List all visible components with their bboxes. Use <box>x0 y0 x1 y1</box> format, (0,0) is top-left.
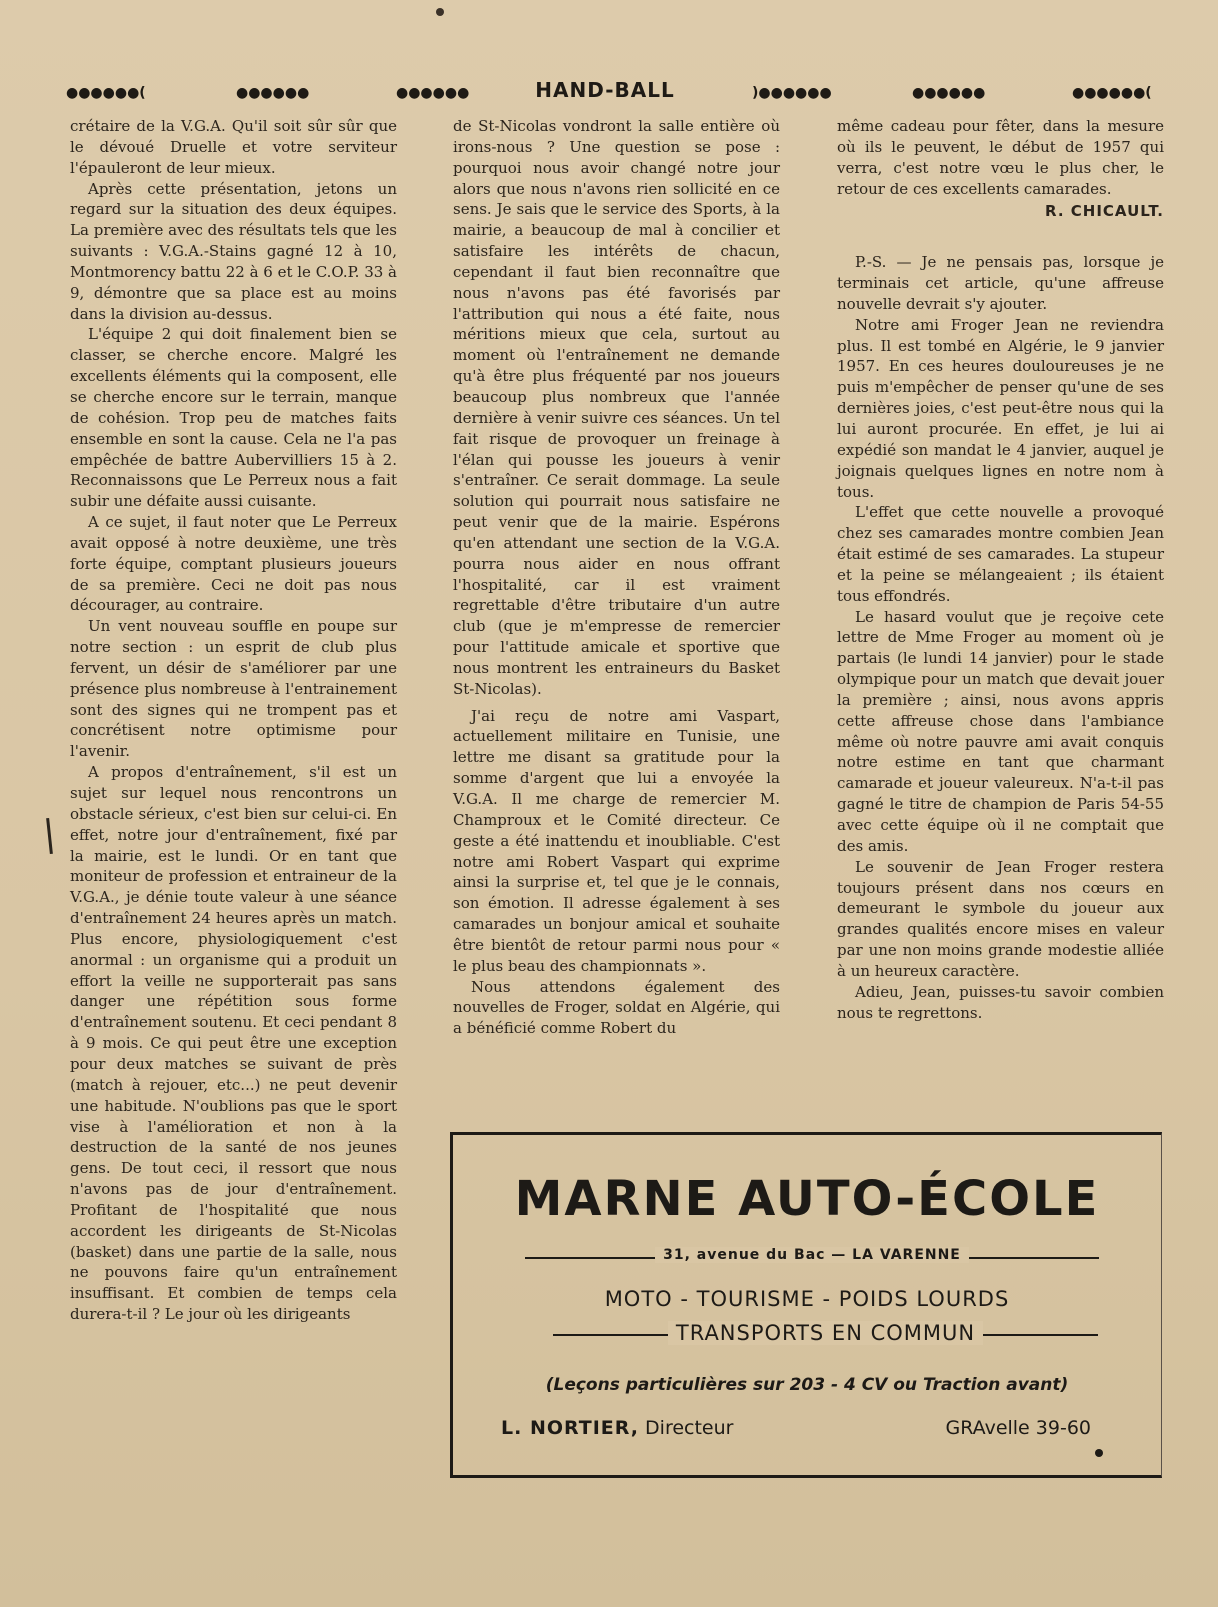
article-column-3 <box>837 116 1164 1023</box>
ad-director <box>501 1417 733 1439</box>
paragraph: A propos d'entraînement, s'il est un sujet sur lequel nous rencontrons un obstacle sérieux, c'est bien sur celui-ci. En effet, notre jour d'entraînement, fixé par la mairie, est le lundi. Or en tant que moniteur de profession et entraineur de la V.G.A., je dénie toute valeur à une séance d'entraînement 24 heures après un match. Plus encore, physiologiquement c'est anormal : un organisme qui a produit un effort la veille ne supporterait pas sans danger une répétition sous forme d'entraînement soutenu. Et ceci pendant 8 à 9 mois. Ce qui peut être une exception pour deux matches se suivant de près (match à rejouer, etc...) ne peut devenir une habitude. N'oublions pas que le sport vise à l'amélioration et non à la destruction de la santé de nos jeunes gens. De tout ceci, il ressort que nous n'avons pas de jour d'entraînement. Profitant de l'hospitalité que nous accordent les dirigeants de St-Nicolas (basket) dans une partie de la salle, nous ne pouvons faire qu'un entraînement insuffisant. Et combien de temps cela durera-t-il ? Le jour où les dirigeants <box>70 763 397 1324</box>
ad-transport: TRANSPORTS EN COMMUN <box>668 1321 983 1345</box>
paragraph: Nous attendons également des nouvelles de Froger, soldat en Algérie, qui a bénéficié comme Robert du <box>453 977 780 1038</box>
paragraph: Un vent nouveau souffle en poupe sur notre section : un esprit de club plus fervent, un désir de s'améliorer par une présence plus nombreuse à l'entrainement sont des signes qui ne trompent pas et concrétisent notre optimisme pour l'avenir. <box>70 617 397 761</box>
ad-director-title: Directeur <box>645 1417 734 1439</box>
ad-services: MOTO - TOURISME - POIDS LOURDS <box>604 1287 1010 1311</box>
ad-lessons: (Leçons particulières sur 203 - 4 CV ou Traction avant) <box>545 1375 1069 1395</box>
paragraph: L'équipe 2 qui doit finalement bien se classer, se cherche encore. Malgré les excellents éléments qui la composent, elle se cherche encore sur le terrain, manque de cohésion. Trop peu de matches faits ensemble en sont la cause. Cela ne l'a pas empêchée de battre Aubervilliers 15 à 2. Reconnaissons que Le Perreux nous a fait subir une défaite aussi cuisante. <box>70 325 397 511</box>
header-ornament: ●●●●●●( <box>66 85 146 101</box>
section-header <box>66 76 1158 108</box>
ad-transport-row <box>553 1321 1098 1347</box>
paragraph: J'ai reçu de notre ami Vaspart, actuellement militaire en Tunisie, une lettre me disant sa gratitude pour la somme d'argent que lui a envoyée la V.G.A. Il me charge de remercier M. Champroux et le Comité directeur. Ce geste a été inattendu et inoubliable. C'est notre ami Robert Vaspart qui exprime ainsi la surprise et, tel que je le connais, son émotion. Il adresse également à ses camarades un bonjour amical et souhaite être bientôt de retour parmi nous pour « le plus beau des championnats ». <box>453 706 780 975</box>
article-column-1 <box>70 116 397 1325</box>
paragraph: Le souvenir de Jean Froger restera toujours présent dans nos cœurs en demeurant le symbole du joueur aux grandes qualités encore mises en valeur par une non moins grande modestie alliée à un heureux caractère. <box>837 857 1164 980</box>
paragraph: A ce sujet, il faut noter que Le Perreux avait opposé à notre deuxième, une très forte équipe, comptant plusieurs joueurs de sa première. Ceci ne doit pas nous décourager, au contraire. <box>70 513 397 615</box>
article-column-2 <box>453 116 780 1039</box>
ad-title: MARNE AUTO-ÉCOLE <box>514 1171 1100 1227</box>
paragraph: crétaire de la V.G.A. Qu'il soit sûr sûr que le dévoué Druelle et votre serviteur l'épauleront de leur mieux. <box>70 117 397 177</box>
section-title: HAND-BALL <box>535 78 675 102</box>
paragraph: même cadeau pour fêter, dans la mesure où ils le peuvent, le début de 1957 qui verra, c'est notre vœu le plus cher, le retour de ces excellents camarades. <box>837 117 1164 198</box>
ad-bullet <box>1095 1449 1103 1457</box>
paragraph: de St-Nicolas vondront la salle entière où irons-nous ? Une question se pose : pourquoi nous avoir changé notre jour alors que nous n'avons rien sollicité en ce sens. Je sais que le service des Sports, à la mairie, a beaucoup de mal à concilier et satisfaire les intérêts de chacun, cependant il faut bien reconnaître que nous n'avons pas été favorisés par l'attribution qui nous a été faite, nous méritions mieux que cela, surtout au moment où l'entraînement ne demande qu'à être plus fréquenté par nos joueurs beaucoup plus nombreux que l'année dernière à venir suivre ces séances. Un tel fait risque de provoquer un freinage à l'élan qui pousse les joueurs à venir s'entraîner. Ce serait dommage. La seule solution qui pourrait nous satisfaire ne peut venir que de la mairie. Espérons qu'en attendant une section de la V.G.A. pourra nous aider en nous offrant l'hospitalité, car il est vraiment regrettable d'être tributaire d'un autre club (que je m'empresse de remercier pour l'attitude amicale et sportive que nous montrent les entraineurs du Basket St-Nicolas). <box>453 117 780 698</box>
ad-director-name: L. NORTIER, <box>501 1417 639 1439</box>
paragraph: Notre ami Froger Jean ne reviendra plus. Il est tombé en Algérie, le 9 janvier 1957. En ces heures douloureuses je ne puis m'empêcher de penser qu'une de ses dernières joies, c'est peut-être nous qui la lui auront procurée. En effet, je lui ai expédié son mandat le 4 janvier, auquel je joignais quelques lignes en notre nom à tous. <box>837 315 1164 501</box>
header-ornament: ●●●●●●( <box>1072 85 1152 101</box>
margin-mark <box>46 818 53 854</box>
advertisement-box <box>450 1132 1162 1478</box>
postscript-paragraph: P.-S. — Je ne pensais pas, lorsque je terminais cet article, qu'une affreuse nouvelle devrait s'y ajouter. <box>837 253 1164 313</box>
header-ornament: ●●●●●● <box>912 85 986 101</box>
paragraph: Après cette présentation, jetons un regard sur la situation des deux équipes. La première avec des résultats tels que les suivants : V.G.A.-Stains gagné 12 à 10, Montmorency battu 22 à 6 et le C.O.P. 33 à 9, démontre que sa place est au moins dans la division au-dessus. <box>70 179 397 323</box>
author-signature: R. CHICAULT. <box>1045 202 1164 221</box>
header-ornament: )●●●●●● <box>752 85 832 101</box>
ad-phone: GRAvelle 39-60 <box>945 1417 1091 1439</box>
header-ornament: ●●●●●● <box>236 85 310 101</box>
paragraph: L'effet que cette nouvelle a provoqué chez ses camarades montre combien Jean était estimé de ses camarades. La stupeur et la peine se mélangeaient ; ils étaient tous effondrés. <box>837 503 1164 605</box>
paragraph: Le hasard voulut que je reçoive cete lettre de Mme Froger au moment où je partais (le lundi 14 janvier) pour le stade olympique pour un match que devait jouer la première ; ainsi, nous avons appris cette affreuse chose dans l'ambiance même où notre pauvre ami avait conquis notre estime en tant que charmant camarade et joueur valeureux. N'a-t-il pas gagné le titre de champion de Paris 54-55 avec cette équipe où il ne comptait que des amis. <box>837 607 1164 855</box>
ad-address-row <box>525 1247 1099 1267</box>
page-dot <box>436 8 444 16</box>
paragraph: Adieu, Jean, puisses-tu savoir combien nous te regrettons. <box>837 982 1164 1022</box>
header-ornament: ●●●●●● <box>396 85 470 101</box>
ad-address: 31, avenue du Bac — LA VARENNE <box>655 1247 969 1263</box>
